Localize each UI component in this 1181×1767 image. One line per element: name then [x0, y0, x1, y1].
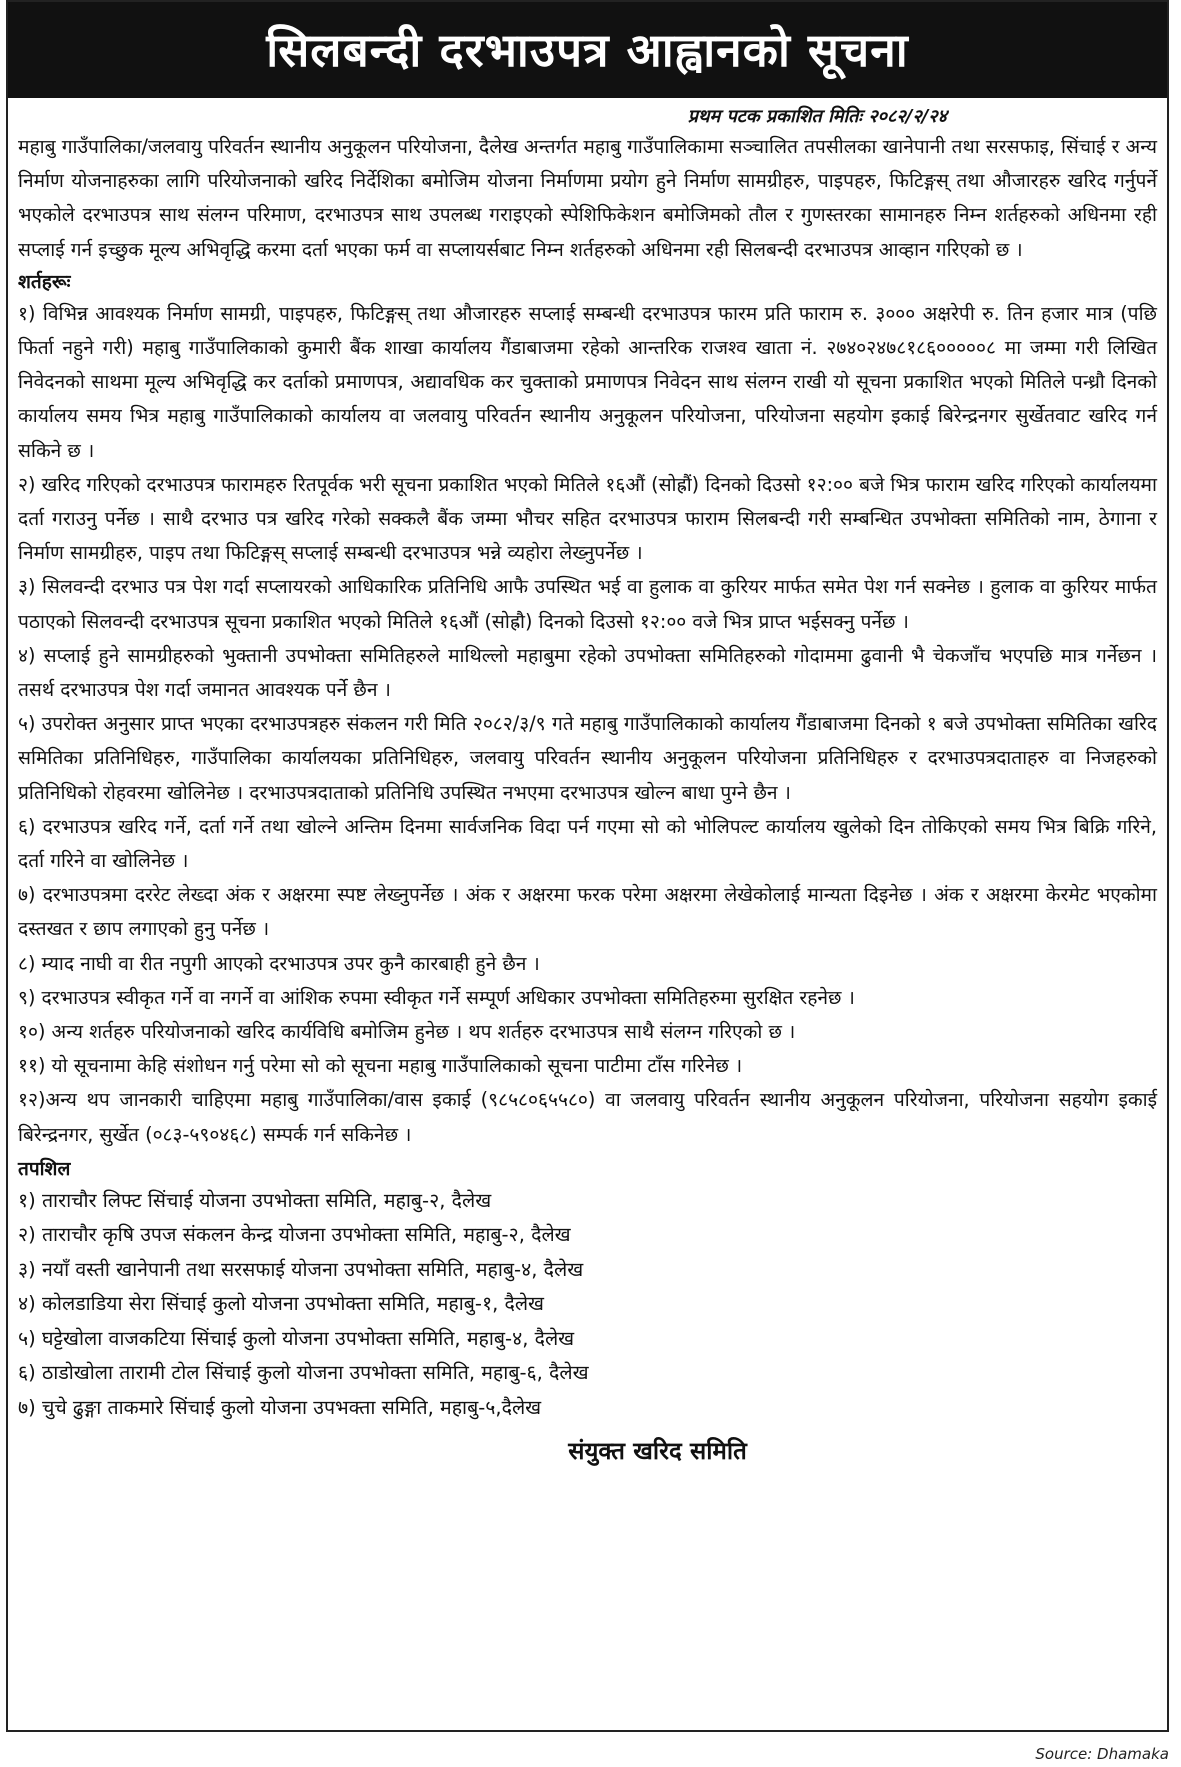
schedule-item: ४) कोलडाडिया सेरा सिंचाई कुलो योजना उपभोक्ता समिति, महाबु-१, दैलेख [18, 1292, 545, 1316]
condition-item: ६) दरभाउपत्र खरिद गर्ने, दर्ता गर्ने तथा खोल्ने अन्तिम दिनमा सार्वजनिक विदा पर्न गएमा सो को भोलिपल्ट कार्यालय खुलेको दिन तोकिएको समय भित्र बिक्रि गरिने, दर्ता गरिने वा खोलिनेछ । [18, 814, 1157, 873]
condition-item: ४) सप्लाई हुने सामग्रीहरुको भुक्तानी उपभोक्ता समितिहरुले माथिल्लो महाबुमा रहेको उपभोक्ता समितिहरुको गोदाममा ढुवानी भै चेकजाँच भएपछि मात्र गर्नेछन । तसर्थ दरभाउपत्र पेश गर्दा जमानत आवश्यक पर्ने छैन । [18, 643, 1158, 702]
condition-item: १०) अन्य शर्तहरु परियोजनाको खरिद कार्यविधि बमोजिम हुनेछ । थप शर्तहरु दरभाउपत्र साथै संलग्न गरिएको छ । [18, 1020, 796, 1044]
condition-item: २) खरिद गरिएको दरभाउपत्र फारामहरु रितपूर्वक भरी सूचना प्रकाशित भएको मितिले १६औं (सोह्रौं) दिनको दिउसो १२:०० बजे भित्र फाराम खरिद गरिएको कार्यालयमा दर्ता गराउनु पर्नेछ । साथै दरभाउ पत्र खरिद गरेको सक्कलै बैंक जम्मा भौचर सहित दरभाउपत्र फाराम सिलबन्दी गरी सम्बन्धित उपभोक्ता समितिको नाम, ठेगाना र निर्माण सामग्रीहरु, पाइप तथा फिटिङ्गस् सप्लाई सम्बन्धी दरभाउपत्र भन्ने व्यहोरा लेख्नुपर्नेछ । [18, 472, 1157, 565]
schedule-item: १) ताराचौर लिफ्ट सिंचाई योजना उपभोक्ता समिति, महाबु-२, दैलेख [18, 1188, 492, 1212]
schedule-item: ७) चुचे ढुङ्गा ताकमारे सिंचाई कुलो योजना उपभक्ता समिति, महाबु-५,दैलेख [18, 1395, 542, 1419]
schedule-item: २) ताराचौर कृषि उपज संकलन केन्द्र योजना उपभोक्ता समिति, महाबु-२, दैलेख [18, 1223, 571, 1247]
condition-item: ९) दरभाउपत्र स्वीकृत गर्ने वा नगर्ने वा आंशिक रुपमा स्वीकृत गर्ने सम्पूर्ण अधिकार उपभोक्ता समितिहरुमा सुरक्षित रहनेछ । [18, 985, 855, 1009]
intro-paragraph: महाबु गाउँपालिका/जलवायु परिवर्तन स्थानीय अनुकूलन परियोजना, दैलेख अन्तर्गत महाबु गाउँपालिकामा सञ्चालित तपसीलका खानेपानी तथा सरसफाइ, सिंचाई र अन्य निर्माण योजनाहरुका लागि परियोजनाको खरिद निर्देशिका बमोजिम योजना निर्माणमा प्रयोग हुने निर्माण सामग्रीहरु, पाइपहरु, फिटिङ्गस् तथा औजारहरु खरिद गर्नुपर्ने भएकोले दरभाउपत्र साथ संलग्न परिमाण, दरभाउपत्र साथ उपलब्ध गराइएको स्पेशिफिकेशन बमोजिमको तौल र गुणस्तरका सामानहरु निम्न शर्तहरुको अधिनमा रही सप्लाई गर्न इच्छुक मूल्य अभिवृद्धि करमा दर्ता भएका फर्म वा सप्लायर्सबाट निम्न शर्तहरुको अधिनमा रही सिलबन्दी दरभाउपत्र आव्हान गरिएको छ । [18, 135, 1157, 261]
condition-item: १२)अन्य थप जानकारी चाहिएमा महाबु गाउँपालिका/वास इकाई (९८५८०६५५८०) वा जलवायु परिवर्तन स्थानीय अनुकूलन परियोजना, परियोजना सहयोग इकाई बिरेन्द्रनगर, सुर्खेत (०८३-५९०४६८) सम्पर्क गर्न सकिनेछ । [18, 1088, 1157, 1146]
condition-item: ११) यो सूचनामा केहि संशोधन गर्नु परेमा सो को सूचना महाबु गाउँपालिकाको सूचना पाटीमा टाँस गरिनेछ । [18, 1054, 743, 1078]
signature-committee: संयुक्त खरिद समिति [568, 1437, 747, 1466]
publication-date: प्रथम पटक प्रकाशित मितिः २०८२/२/२४ [687, 106, 947, 127]
condition-item: ५) उपरोक्त अनुसार प्राप्त भएका दरभाउपत्रहरु संकलन गरी मिति २०८२/३/९ गते महाबु गाउँपालिकाको कार्यालय गैंडाबाजमा दिनको १ बजे उपभोक्ता समितिका खरिद समितिका प्रतिनिधिहरु, गाउँपालिका कार्यालयका प्रतिनिधिहरु, जलवायु परिवर्तन स्थानीय अनुकूलन परियोजना प्रतिनिधिहरु र दरभाउपत्रदाताहरु वा निजहरुको प्रतिनिधिको रोहवरमा खोलिनेछ । दरभाउपत्रदाताको प्रतिनिधि उपस्थित नभएमा दरभाउपत्र खोल्न बाधा पुग्ने छैन । [18, 712, 1157, 804]
schedule-item: ६) ठाडोखोला तारामी टोल सिंचाई कुलो योजना उपभोक्ता समिति, महाबु-६, दैलेख [18, 1361, 589, 1385]
notice-body [8, 130, 1167, 1471]
source-credit: Source: Dhamaka [1035, 1745, 1169, 1763]
schedule-item: ३) नयाँ वस्ती खानेपानी तथा सरसफाई योजना उपभोक्ता समिति, महाबु-४, दैलेख [18, 1257, 584, 1281]
condition-item: ७) दरभाउपत्रमा दररेट लेख्दा अंक र अक्षरमा स्पष्ट लेख्नुपर्नेछ । अंक र अक्षरमा फरक परेमा अक्षरमा लेखेकोलाई मान्यता दिइनेछ । अंक र अक्षरमा केरमेट भएकोमा दस्तखत र छाप लगाएको हुनु पर्नेछ । [18, 883, 1157, 941]
condition-item: ८) म्याद नाघी वा रीत नपुगी आएको दरभाउपत्र उपर कुनै कारबाही हुने छैन । [18, 951, 540, 975]
tender-notice [6, 0, 1169, 1732]
schedule-item: ५) घट्टेखोला वाजकटिया सिंचाई कुलो योजना उपभोक्ता समिति, महाबु-४, दैलेख [18, 1326, 575, 1350]
condition-item: १) विभिन्न आवश्यक निर्माण सामग्री, पाइपहरु, फिटिङ्गस् तथा औजारहरु सप्लाई सम्बन्धी दरभाउपत्र फारम प्रति फाराम रु. ३००० अक्षरेपी रु. तिन हजार मात्र (पछि फिर्ता नहुने गरी) महाबु गाउँपालिकाको कुमारी बैंक शाखा कार्यालय गैंडाबाजमा रहेको आन्तरिक राजश्व खाता नं. २७४०२४७८१८६०००००८ मा जम्मा गरी लिखित निवेदनको साथमा मूल्य अभिवृद्धि कर दर्ताको प्रमाणपत्र, अद्यावधिक कर चुक्ताको प्रमाणपत्र निवेदन साथ संलग्न राखी यो सूचना प्रकाशित भएको मितिले पन्ध्रौ दिनको कार्यालय समय भित्र महाबु गाउँपालिकाको कार्यालय वा जलवायु परिवर्तन स्थानीय अनुकूलन परियोजना, परियोजना सहयोग इकाई बिरेन्द्रनगर सुर्खेतवाट खरिद गर्न सकिने छ । [18, 301, 1157, 462]
schedule-heading: तपशिल [18, 1157, 71, 1180]
conditions-heading: शर्तहरूः [18, 270, 71, 293]
condition-item: ३) सिलवन्दी दरभाउ पत्र पेश गर्दा सप्लायरको आधिकारिक प्रतिनिधि आफै उपस्थित भई वा हुलाक वा कुरियर मार्फत समेत पेश गर्न सक्नेछ । हुलाक वा कुरियर मार्फत पठाएको सिलवन्दी दरभाउपत्र सूचना प्रकाशित भएको मितिले १६औं (सोह्रौ) दिनको दिउसो १२:०० वजे भित्र प्राप्त भईसक्नु पर्नेछ । [18, 575, 1157, 633]
notice-title: सिलबन्दी दरभाउपत्र आह्वानको सूचना [8, 2, 1167, 98]
